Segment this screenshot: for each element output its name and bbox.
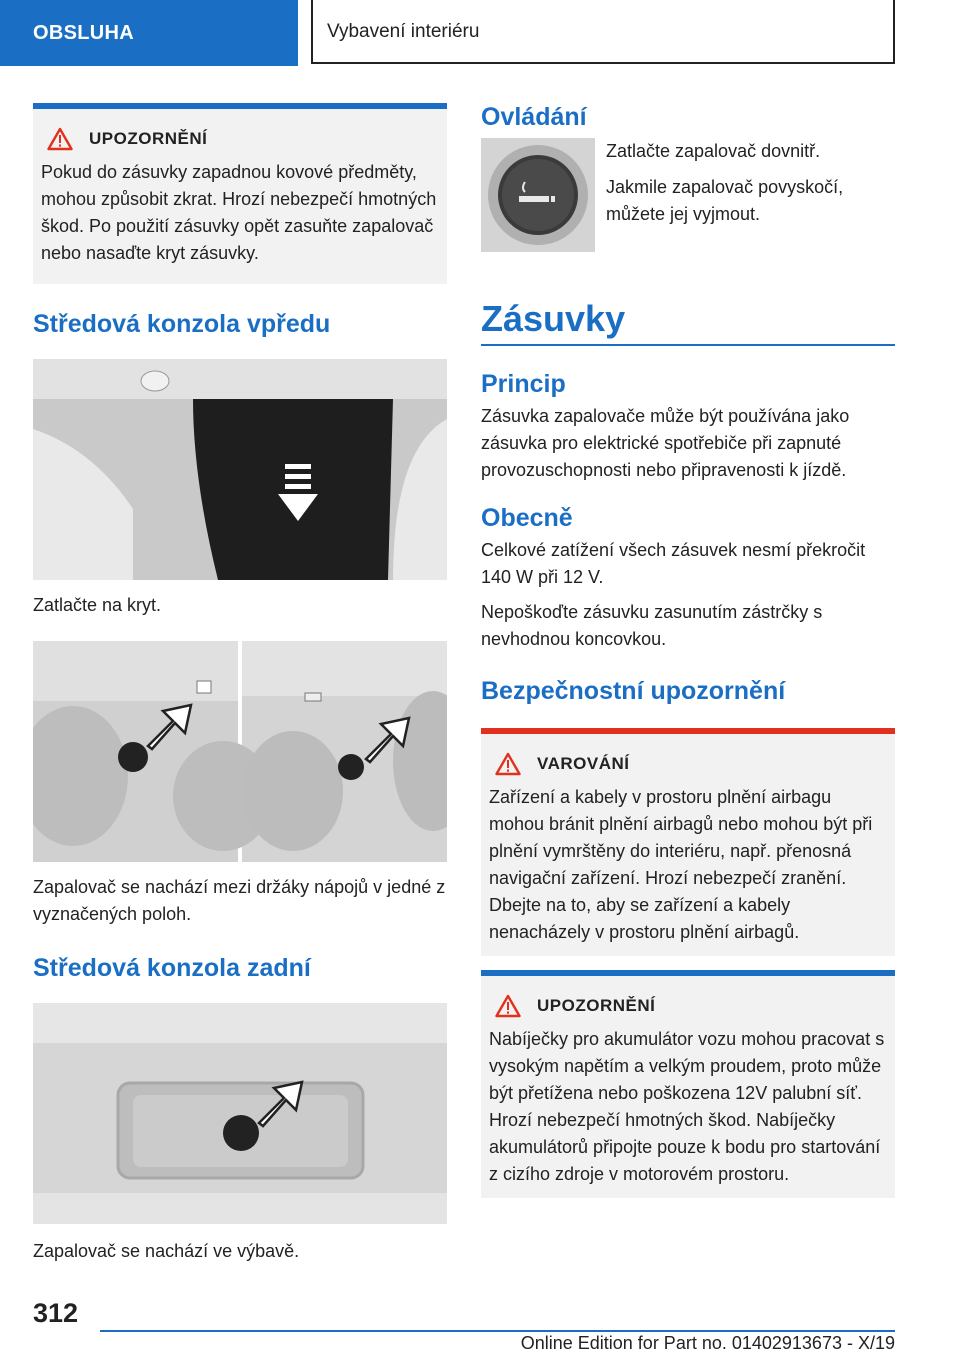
page-header (0, 0, 960, 66)
cupholder-photos (33, 641, 447, 862)
rear-console-photo (33, 1003, 447, 1224)
principle-text: Zásuvka zapalovače může být používána jako zásuvka pro elektrické spotřebiče při zapnuté provozuschopnosti nebo připravenosti k jízdě. (481, 406, 850, 480)
section-tab: OBSLUHA (0, 0, 298, 66)
general-text-1: Celkové zatížení všech zásuvek nesmí překročit 140 W při 12 V. (481, 540, 866, 587)
front-console-illustration (33, 359, 447, 580)
warning-text: Zařízení a kabely v prostoru plnění airbagu mohou bránit plnění airbagů nebo mohou být při plnění vymrštěny do interiéru, např. přenosná navigační zařízení. Hrozí nebezpečí zranění. Dbejte na to, aby se zařízení a kabely nenacházely v prostoru plnění airbagů. (489, 787, 873, 942)
chapter-title: Vybavení interiéru (311, 0, 895, 64)
cupholder-illustration (33, 641, 447, 862)
caution-text-chargers: Nabíječky pro akumulátor vozu mohou pracovat s vysokým napětím a velkým proudem, proto může být přetížena nebo poškozena 12V palubní síť. Hrozí nebezpečí hmotných škod. Nabíječky akumulátorů připojte pouze k bodu pro startování z cizího zdroje v motorovém prostoru. (489, 1029, 885, 1184)
controls-heading: Ovládání (481, 103, 587, 131)
warning-triangle-icon (495, 994, 521, 1018)
warning-box (481, 728, 895, 956)
safety-heading: Bezpečnostní upozornění (481, 677, 786, 705)
caution-text: Pokud do zásuvky zapadnou kovové předměty, mohou způsobit zkrat. Hrozí nebezpečí hmotných škod. Po použití zásuvky opět zasuňte zapalovač nebo nasaďte kryt zásuvky. (41, 162, 437, 263)
edition-text: Online Edition for Part no. 01402913673 - X/19 (520, 1333, 895, 1353)
sockets-heading: Zásuvky (481, 298, 626, 339)
warning-triangle-icon (47, 127, 73, 151)
caution-box-chargers (481, 970, 895, 1198)
principle-heading: Princip (481, 370, 566, 398)
control-step-1: Zatlačte zapalovač dovnitř. (606, 141, 821, 161)
general-text-2: Nepoškoďte zásuvku zasunutím zástrčky s nevhodnou koncovkou. (481, 602, 823, 649)
front-console-heading: Středová konzola vpředu (33, 310, 331, 338)
front-console-photo (33, 359, 447, 580)
lighter-photo (481, 138, 595, 252)
rear-console-heading: Středová konzola zadní (33, 954, 311, 982)
page-number: 312 (33, 1298, 79, 1328)
caption-cover: Zatlačte na kryt. (33, 595, 162, 615)
controls-block (481, 138, 895, 258)
caption-cupholders: Zapalovač se nachází mezi držáky nápojů v jedné z vyznačených poloh. (33, 877, 446, 924)
cigarette-lighter-icon (481, 138, 595, 252)
warning-triangle-icon (495, 752, 521, 776)
caution-box (33, 103, 447, 284)
rear-console-illustration (33, 1003, 447, 1224)
heading-rule (481, 344, 895, 346)
footer-rule (100, 1330, 895, 1332)
general-heading: Obecně (481, 504, 573, 532)
caution-title-chargers: UPOZORNĚNÍ (489, 994, 887, 1018)
control-step-2: Jakmile zapalovač povyskočí, můžete jej vyjmout. (606, 177, 844, 224)
caution-title: UPOZORNĚNÍ (41, 127, 439, 151)
right-column (481, 103, 895, 1198)
warning-title: VAROVÁNÍ (489, 752, 887, 776)
caption-rear: Zapalovač se nachází ve výbavě. (33, 1241, 300, 1261)
left-column (33, 103, 447, 1265)
